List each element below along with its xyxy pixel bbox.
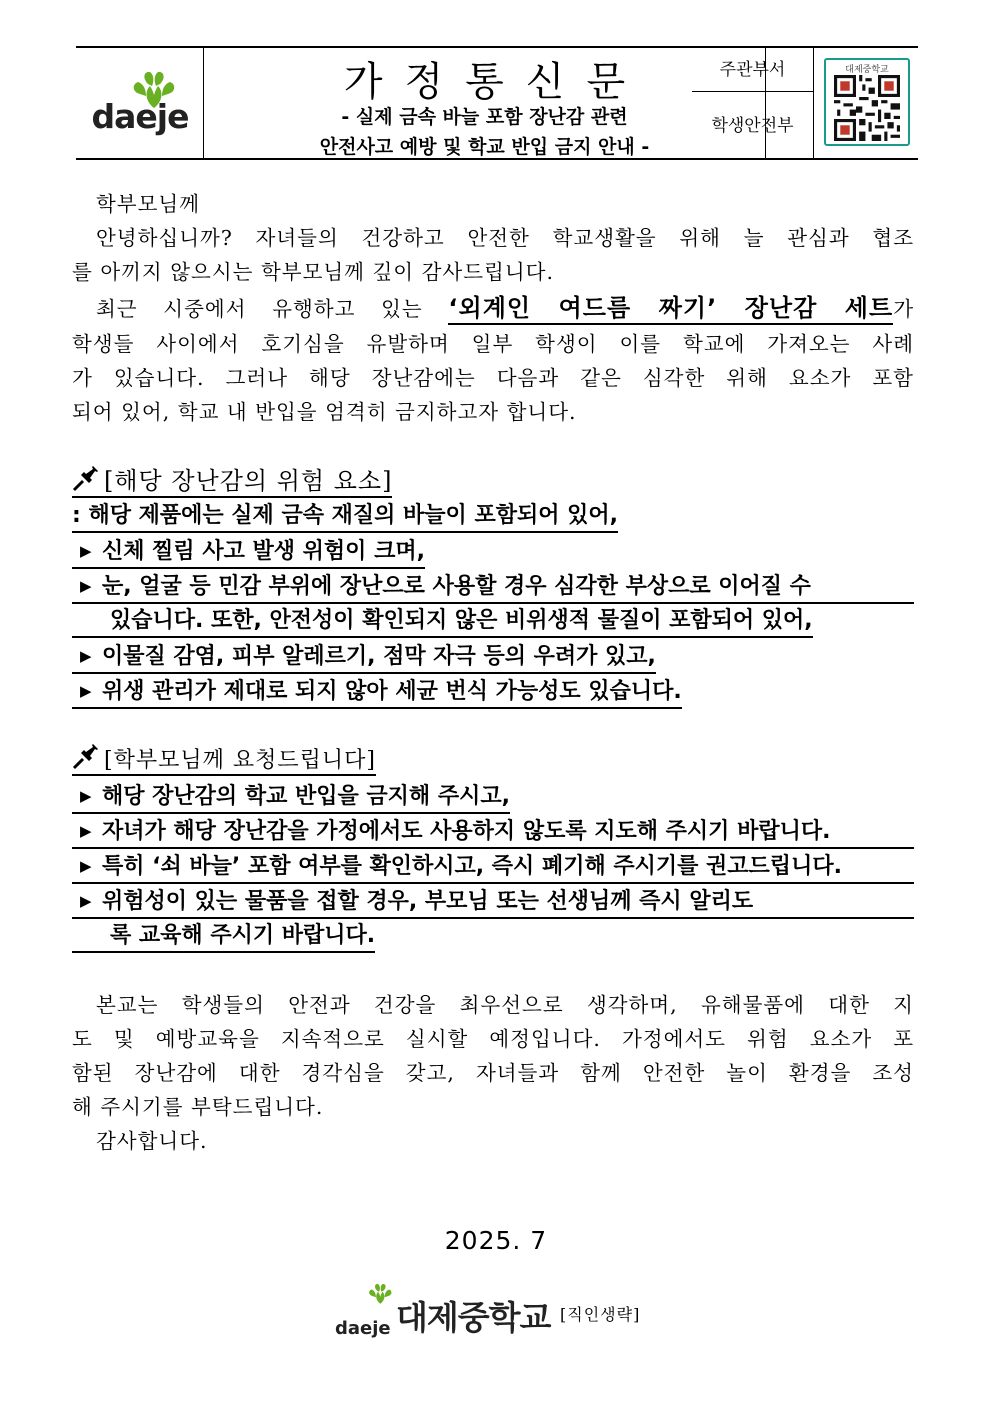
intro-text — [72, 187, 914, 429]
paragraph-line: 도 및 예방교육을 지속적으로 실시할 예정입니다. 가정에서도 위험 요소가 포 — [72, 1027, 914, 1051]
paragraph-line: 함된 장난감에 대한 경각심을 갖고, 자녀들과 함께 안전한 놀이 환경을 조성 — [72, 1061, 914, 1085]
greeting: 학부모님께 — [96, 192, 201, 216]
request-item — [72, 851, 914, 884]
risk-item — [72, 676, 682, 709]
paragraph-line: 안녕하십니까? 자녀들의 건강하고 안전한 학교생활을 위해 늘 관심과 협조 — [96, 226, 914, 250]
logo-text: daeje — [91, 97, 189, 136]
pushpin-icon — [72, 744, 100, 770]
closing-thanks: 감사합니다. — [96, 1129, 208, 1153]
department-cell — [692, 48, 814, 158]
paragraph-line: 를 아끼지 않으시는 학부모님께 깊이 감사드립니다. — [72, 260, 554, 284]
risk-item — [72, 641, 656, 674]
risk-item-text: 이물질 감염, 피부 알레르기, 점막 자극 등의 우려가 있고, — [102, 644, 656, 669]
paragraph-line: 학생들 사이에서 호기심을 유발하며 일부 학생이 이를 학교에 가져오는 사례 — [72, 332, 914, 356]
request-item — [72, 816, 914, 849]
subtitle-line-1: - 실제 금속 바늘 포함 장난감 관련 — [341, 106, 628, 128]
triangle-bullet-icon: ▶ — [80, 787, 92, 805]
school-name: 대제중학교 — [396, 1298, 551, 1337]
paragraph-line: 본교는 학생들의 안전과 건강을 최우선으로 생각하며, 유해물품에 대한 지 — [96, 993, 914, 1017]
closing-text — [72, 988, 914, 1158]
pushpin-icon — [72, 466, 100, 492]
risk-item-text: 눈, 얼굴 등 민감 부위에 장난으로 사용할 경우 심각한 부상으로 이어질 수 — [102, 574, 811, 599]
qr-pattern-icon — [832, 75, 902, 141]
risk-item-text: 신체 찔림 사고 발생 위험이 크며, — [102, 539, 425, 564]
paragraph-line: 되어 있어, 학교 내 반입을 엄격히 금지하고자 합니다. — [72, 400, 577, 424]
issue-date: 2025. 7 — [444, 1226, 548, 1255]
department-value: 학생안전부 — [711, 116, 794, 136]
request-item-continuation: 록 교육해 주시기 바랍니다. — [72, 921, 375, 953]
triangle-bullet-icon: ▶ — [80, 682, 92, 700]
logo-cell — [76, 48, 204, 158]
request-item-text: 위험성이 있는 물품을 접할 경우, 부모님 또는 선생님께 즉시 알리도 — [102, 889, 754, 914]
paragraph-text: 가 — [893, 297, 914, 321]
product-name-emphasis: ‘외계인 여드름 짜기’ 장난감 세트 — [448, 294, 893, 325]
paragraph-line: 가 있습니다. 그러나 해당 장난감에는 다음과 같은 심각한 위해 요소가 포함 — [72, 366, 914, 390]
triangle-bullet-icon: ▶ — [80, 577, 92, 595]
risk-lead: : 해당 제품에는 실제 금속 재질의 바늘이 포함되어 있어, — [72, 501, 618, 533]
risk-item — [72, 536, 425, 569]
school-emblem-icon — [334, 1284, 392, 1338]
qr-label: 대제중학교 — [845, 65, 889, 75]
qr-code-frame — [824, 58, 910, 146]
subtitle-line-2: 안전사고 예방 및 학교 반입 금지 안내 - — [319, 136, 650, 158]
title-cell — [204, 48, 766, 158]
triangle-bullet-icon: ▶ — [80, 542, 92, 560]
triangle-bullet-icon: ▶ — [80, 822, 92, 840]
request-item — [72, 886, 914, 919]
section-title-text: [학부모님께 요청드립니다] — [104, 748, 376, 773]
risk-item — [72, 571, 914, 604]
document-title: 가정통신문 — [343, 59, 648, 105]
risk-item-text: 위생 관리가 제대로 되지 않아 세균 번식 가능성도 있습니다. — [102, 679, 682, 704]
triangle-bullet-icon: ▶ — [80, 647, 92, 665]
qr-code[interactable] — [818, 52, 916, 152]
request-item-text: 특히 ‘쇠 바늘’ 포함 여부를 확인하시고, 즉시 폐기해 주시기를 권고드립니다. — [102, 854, 842, 879]
triangle-bullet-icon: ▶ — [80, 857, 92, 875]
seal-omitted-note: [직인생략] — [560, 1305, 641, 1324]
header-table — [76, 46, 918, 160]
paragraph-line-emphasis — [72, 289, 914, 327]
section-title-text: [해당 장난감의 위험 요소] — [104, 467, 393, 495]
school-signature — [334, 1284, 664, 1344]
risk-item-continuation: 있습니다. 또한, 안전성이 확인되지 않은 비위생적 물질이 포함되어 있어, — [72, 606, 813, 638]
triangle-bullet-icon: ▶ — [80, 892, 92, 910]
school-logo — [88, 72, 192, 136]
request-item — [72, 781, 510, 814]
request-section-title — [72, 743, 376, 776]
request-item-text: 해당 장난감의 학교 반입을 금지해 주시고, — [102, 784, 510, 809]
paragraph-text: 최근 시중에서 유행하고 있는 — [96, 297, 449, 321]
request-item-text: 자녀가 해당 장난감을 가정에서도 사용하지 않도록 지도해 주시기 바랍니다. — [102, 819, 831, 844]
department-label: 주관부서 — [692, 48, 813, 92]
risk-section-title — [72, 461, 392, 498]
footer-logo-text: daeje — [335, 1318, 391, 1338]
paragraph-line: 해 주시기를 부탁드립니다. — [72, 1095, 324, 1119]
